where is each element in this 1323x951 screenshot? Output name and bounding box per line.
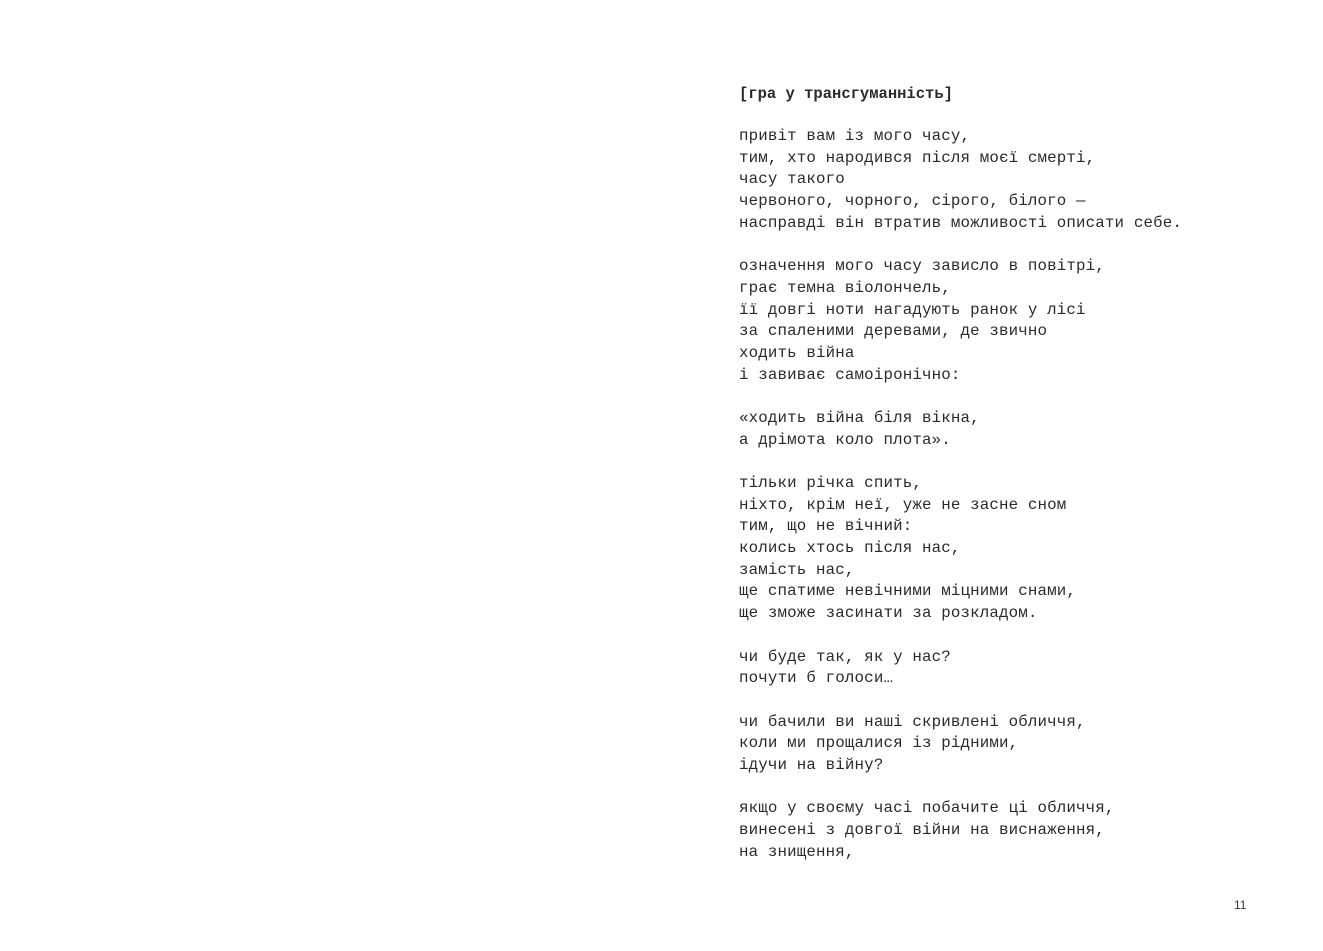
poem-line: замість нас, bbox=[739, 560, 855, 579]
poem-line: коли ми прощалися із рідними, bbox=[739, 734, 1019, 753]
left-page-blank bbox=[0, 0, 661, 951]
stanza bbox=[739, 256, 1309, 386]
poem-line: привіт вам із мого часу, bbox=[739, 127, 971, 145]
poem-line: тим, що не вічний: bbox=[739, 517, 913, 536]
poem-line: а дрімота коло плота». bbox=[739, 430, 951, 449]
poem-line: тільки річка спить, bbox=[739, 474, 922, 492]
poem-line: і завиває самоіронічно: bbox=[739, 365, 961, 384]
poem-line: ще зможе засинати за розкладом. bbox=[739, 604, 1038, 623]
right-page bbox=[661, 0, 1323, 951]
poem-title: [гра у трансгуманність] bbox=[739, 85, 953, 103]
poem-line: винесені з довгої війни на виснаження, bbox=[739, 821, 1105, 839]
poem-line: її довгі ноти нагадують ранок у лісі bbox=[739, 300, 1086, 319]
stanza bbox=[739, 473, 1309, 625]
poem-line: тим, хто народився після моєї смерті, bbox=[739, 148, 1096, 167]
poem-line: ще спатиме невічними міцними снами, bbox=[739, 582, 1077, 601]
poem-line: чи бачили ви наші скривлені обличчя, bbox=[739, 712, 1086, 731]
poem-line: грає темна віолончель, bbox=[739, 278, 951, 297]
poem-line: на знищення, bbox=[739, 842, 855, 861]
poem-line: насправді він втратив можливості описати себе. bbox=[739, 213, 1182, 232]
stanza bbox=[739, 126, 1309, 234]
poem-line: ходить війна bbox=[739, 343, 855, 362]
poem-body bbox=[739, 126, 1309, 863]
stanza bbox=[739, 647, 1309, 690]
poem-line: означення мого часу зависло в повітрі, bbox=[739, 257, 1105, 276]
poem-line: ідучи на війну? bbox=[739, 755, 884, 774]
poem-line: за спаленими деревами, де звично bbox=[739, 322, 1048, 341]
stanza bbox=[739, 408, 1309, 451]
poem-line: «ходить війна біля вікна, bbox=[739, 408, 980, 427]
stanza bbox=[739, 798, 1309, 863]
stanza bbox=[739, 712, 1309, 777]
poem-line: часу такого bbox=[739, 170, 845, 189]
poem-line: ніхто, крім неї, уже не засне сном bbox=[739, 495, 1067, 514]
poem-line: почути б голоси… bbox=[739, 669, 894, 688]
page-number: 11 bbox=[1234, 898, 1247, 912]
poem bbox=[739, 83, 1309, 885]
poem-line: колись хтось після нас, bbox=[739, 539, 961, 558]
poem-line: чи буде так, як у нас? bbox=[739, 647, 951, 666]
poem-line: червоного, чорного, сірого, білого — bbox=[739, 192, 1086, 211]
poem-line: якщо у своєму часі побачите ці обличчя, bbox=[739, 799, 1115, 818]
